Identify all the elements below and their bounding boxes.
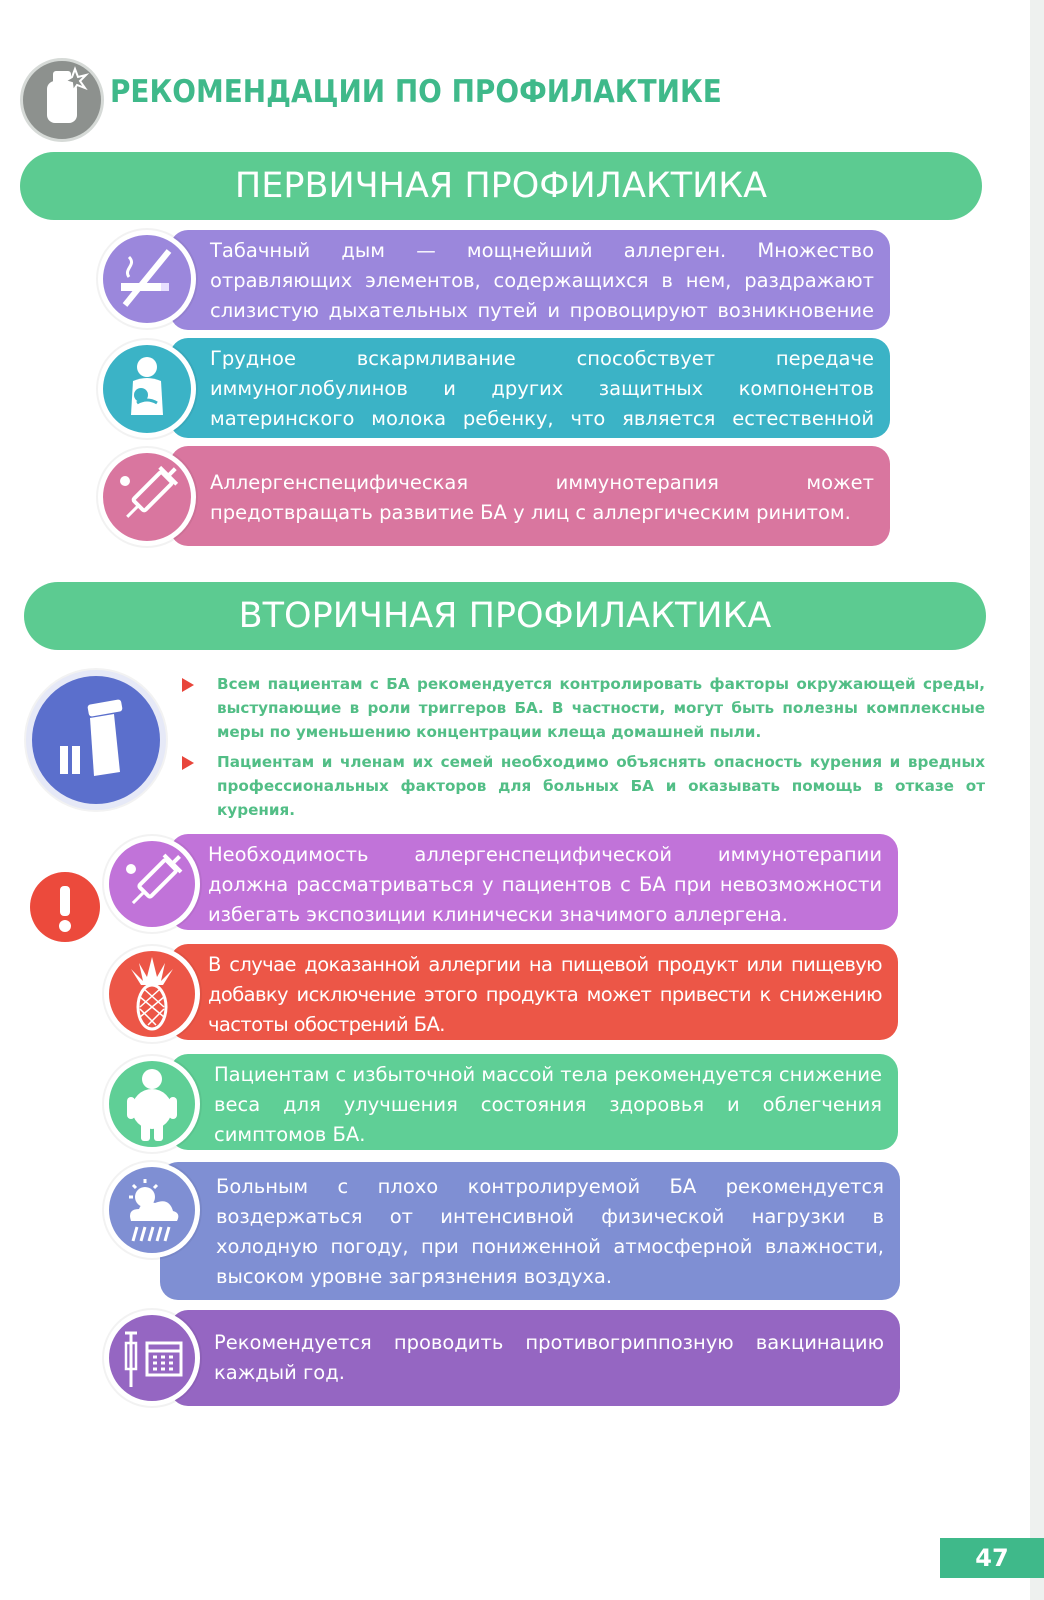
primary-item-text: Табачный дым — мощнейший аллерген. Множество отравляющих элементов, содержащихся в нем, раздражают слизистую дыхательных путей и провоцируют возникновение (210, 239, 874, 322)
secondary-item-text: В случае доказанной аллергии на пищевой продукт или пищевую добавку исключение этого продукта может привести к снижению частоты обострений БА. (208, 953, 882, 1036)
syringe-icon (98, 448, 196, 546)
secondary-item (170, 1054, 898, 1150)
page-number: 47 (940, 1538, 1044, 1578)
secondary-item-text: Рекомендуется проводить противогриппозную вакцинацию каждый год. (214, 1331, 884, 1384)
vaccination-calendar-icon (104, 1310, 200, 1406)
secondary-item (170, 834, 898, 930)
primary-item (170, 446, 890, 546)
secondary-item-text: Необходимость аллергенспецифической иммунотерапии должна рассматриваться у пациентов с БА при невозможности избегать экспозиции клинически значимого аллергена. (208, 843, 882, 926)
secondary-item-text: Больным с плохо контролируемой БА рекомендуется воздержаться от интенсивной физической нагрузки в холодную погоду, при пониженной атмосферной влажности, высоком уровне загрязнения воздуха. (216, 1175, 884, 1288)
primary-item (170, 338, 890, 438)
secondary-item (170, 944, 898, 1040)
pineapple-icon (104, 946, 200, 1042)
primary-item (170, 230, 890, 330)
secondary-item (160, 1162, 900, 1300)
breastfeeding-icon (98, 340, 196, 438)
secondary-bullet-text: Пациентам и членам их семей необходимо объяснять опасность курения и вредных профессиональных факторов для больных БА и оказывать помощь в отказе от курения. (217, 753, 985, 819)
no-smoking-icon (98, 230, 196, 328)
primary-item-text: Грудное вскармливание способствует передаче иммуноглобулинов и других защитных компонентов материнского молока ребенку, что является естественной (210, 347, 874, 430)
syringe-icon (104, 836, 200, 932)
secondary-item (170, 1310, 900, 1406)
bullet-arrow-icon (182, 678, 194, 692)
weather-icon (104, 1162, 200, 1258)
bullet-arrow-icon (182, 756, 194, 770)
secondary-bullet (182, 750, 985, 822)
primary-item-text: Аллергенспецифическая иммунотерапия может предотвращать развитие БА у лиц с аллергическим ринитом. (210, 471, 874, 524)
secondary-item-text: Пациентам с избыточной массой тела рекомендуется снижение веса для улучшения состояния здоровья и облегчения симптомов БА. (214, 1063, 882, 1146)
overweight-person-icon (104, 1056, 200, 1152)
primary-section-title: ПЕРВИЧНАЯ ПРОФИЛАКТИКА (20, 152, 982, 220)
page-edge (1030, 0, 1044, 1600)
page-title: РЕКОМЕНДАЦИИ ПО ПРОФИЛАКТИКЕ (110, 74, 722, 110)
inhaler-icon (26, 670, 166, 810)
exclamation-icon (30, 872, 100, 942)
inhaler-icon (20, 58, 104, 142)
secondary-bullet-text: Всем пациентам с БА рекомендуется контролировать факторы окружающей среды, выступающие в роли триггеров БА. В частности, могут быть полезны комплексные меры по уменьшению концентрации клеща домашней пыли. (217, 675, 985, 741)
secondary-bullet (182, 672, 985, 744)
secondary-section-title: ВТОРИЧНАЯ ПРОФИЛАКТИКА (24, 582, 986, 650)
